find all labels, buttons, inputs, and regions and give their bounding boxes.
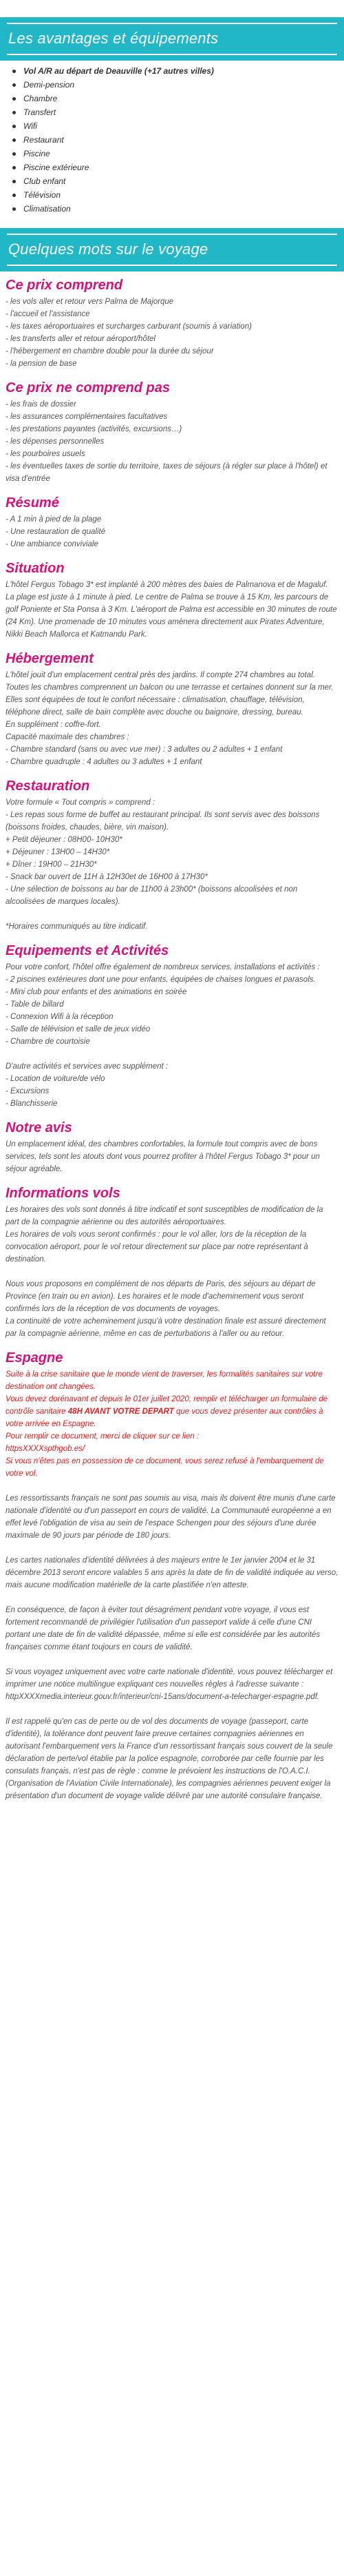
advantage-item: Chambre <box>12 92 329 105</box>
paragraph: Pour votre confort, l'hôtel offre également de nombreux services, installations et activités : - 2 piscines extérieures dont une pour enfants, équipées de chaises longues et parasols. - Mini club pour enfants et des animations en soirée - Table de billard - Connexion Wifi à la réception - Salle de télévision et salle de jeux vidéo - Chambre de courtoisie <box>6 963 320 1046</box>
notice-text: que vous devez présenter aux contrôles à votre arrivée en Espagne. Pour remplir ce document, merci de cliquer sur ce lien : httpsXXXXspthgob.es/ Si vous n'êtes pas en possession de ce document, vous serez refusé à l'embarquement de votre vol. <box>6 1408 324 1478</box>
paragraph: Les cartes nationales d'identité délivrées à des majeurs entre le 1er janvier 2004 et le 31 décembre 2013 seront encore valables 5 ans après la date de fin de validité indiquée au verso, mais aucune modification matérielle de la carte plastifiée n'en atteste. <box>6 1556 338 1589</box>
advantage-item: Restaurant <box>12 133 329 147</box>
banner-top-rule <box>7 234 337 235</box>
section-heading: Espagne <box>6 1350 63 1366</box>
banner-bottom-rule <box>7 265 337 266</box>
advantage-item: Demi-pension <box>12 78 329 92</box>
advantage-item: Climatisation <box>12 202 329 216</box>
paragraph: Nous vous proposons en complément de nos départs de Paris, des séjours au départ de Province (en train ou en avion). Les horaires et le mode d'acheminement vous seront confirmés lors de la réception de vos documents de voyages. La continuité de votre acheminement jusqu'à votre destination finale est assuré directement par la compagnie aérienne, même en cas de perturbations à l'aller ou au retour. <box>6 1280 326 1338</box>
section-heading: Situation <box>6 561 65 576</box>
paragraph: D'autre activités et services avec supplément : - Location de voiture/de vélo - Excursions - Blanchisserie <box>6 1062 169 1108</box>
advantages-list <box>12 64 329 216</box>
notice-text: Vous devez dorénavant et depuis le 01er juillet 2020, remplir et télécharger un formulaire de contrôle sanitaire <box>6 1395 328 1416</box>
section-banner-trip <box>0 228 344 271</box>
advantage-item: Piscine extérieure <box>12 161 329 174</box>
health-notice <box>6 1368 338 1480</box>
paragraph: L'hôtel jouit d'un emplacement central près des jardins. Il compte 274 chambres au total. Toutes les chambres comprennent un balcon ou une terrasse et certaines donnent sur la mer. Elles sont équipées de tout le confort nécessaire : climatisation, chauffage, télévision, téléphone direct, salle de bain complète avec douche ou baignoire, dressing, bureau. En supplément : coffre-fort. Capacité maximale des chambres : - Chambre standard (sans ou avec vue mer) : 3 adultes ou 2 adultes + 1 enfant - Chambre quadruple : 4 adultes ou 3 adultes + 1 enfant <box>6 671 334 766</box>
deadline-emphasis: 48H AVANT VOTRE DEPART <box>67 1408 174 1416</box>
section-title: Les avantages et équipements <box>8 30 219 47</box>
paragraph: Les ressortissants français ne sont pas soumis au visa, mais ils doivent être munis d'une carte nationale d'identité ou d'un passeport en cours de validité. La Communauté européenne a en effet levé l'obligation de visa au sein de l'espace Schengen pour des séjours d'une durée maximale de 90 jours par période de 180 jours. <box>6 1494 336 1540</box>
advantage-item: Club enfant <box>12 174 329 188</box>
section-heading: Restauration <box>6 779 90 794</box>
section-heading: Ce prix comprend <box>6 278 123 293</box>
paragraph: Il est rappelé qu'en cas de perte ou de vol des documents de voyage (passeport, carte d'identité), la tolérance dont peuvent faire preuve certaines compagnies aériennes en autorisant l'embarquement vers la France d'un ressortissant français sous couvert de la seule déclaration de perte/vol établie par la police espagnole, corroborée par celle fournie par les consulats français, n'est pas de règle : comme le prévoient les instructions de l'O.A.C.I. (Organisation de l'Aviation Civile Internationale), les compagnies aériennes peuvent exiger la présentation d'un document de voyage valide délivré par une autorité consulaire française. <box>6 1718 333 1800</box>
advantage-item: Télévision <box>12 188 329 202</box>
banner-bottom-rule <box>7 54 337 55</box>
section-title: Quelques mots sur le voyage <box>8 240 208 258</box>
advantage-item: Wifi <box>12 119 329 133</box>
banner-top-rule <box>7 23 337 24</box>
section-heading: Equipements et Activités <box>6 943 169 958</box>
section-banner-advantages <box>0 17 344 61</box>
advantage-item: Transfert <box>12 105 329 119</box>
paragraph: Un emplacement idéal, des chambres confortables, la formule tout compris avec de bons services, tels sont les atouts dont vous pourrez profiter à l'hôtel Fergus Tobago 3* pour un séjour agréable. <box>6 1140 320 1173</box>
advantage-item: Piscine <box>12 147 329 161</box>
section-heading: Notre avis <box>6 1120 72 1135</box>
section-heading: Ce prix ne comprend pas <box>6 380 170 395</box>
paragraph: *Horaires communiqués au titre indicatif. <box>6 923 148 931</box>
paragraph: - les frais de dossier - les assurances complémentaires facultatives - les prestations payantes (activités, excursions…) - les dépenses personnelles - les pourboires usuels - les éventuelles taxes de sortie du territoire, taxes de séjours (à régler sur place à l'hôtel) et visa d'entrée <box>6 400 327 483</box>
paragraph: - A 1 min à pied de la plage - Une restauration de qualité - Une ambiance conviviale <box>6 515 106 548</box>
paragraph: Votre formule « Tout compris » comprend : - Les repas sous forme de buffet au restaurant principal. Ils sont servis avec des boissons (boissons froides, chaudes, bière, vin maison). + Petit déjeuner : 08H00- 10H30* + Déjeuner : 13H00 – 14H30* + Dîner : 19H00 – 21H30* - Snack bar ouvert de 11H à 12H30et de 16H00 à 17H30* - Une sélection de boissons au bar de 11h00 à 23h00* (boissons alcoolisées et non alcoolisées de marques locales). <box>6 798 320 906</box>
paragraph: Si vous voyagez uniquement avec votre carte nationale d'identité, vous pouvez télécharger et imprimer une notice multilingue expliquant ces nouvelles règles à l'adresse suivante : httpXXXXmedia.interieur.gouv.fr/interieur/cni-15ans/document-a-telecharger-espagne.pdf. <box>6 1668 333 1701</box>
advantage-item: Vol A/R au départ de Deauville (+17 autres villes) <box>12 64 329 78</box>
notice-text: Suite à la crise sanitaire que le monde vient de traverser, les formalités sanitaires sur votre destination ont changées. <box>6 1370 323 1391</box>
trip-details <box>6 277 338 1802</box>
section-heading: Hébergement <box>6 651 94 666</box>
section-heading: Informations vols <box>6 1186 120 1201</box>
paragraph: Les horaires des vols sont donnés à titre indicatif et sont susceptibles de modification de la part de la compagnie aérienne ou des autorités aéroportuaires. Les horaires de vols vous seront confirmés : pour le vol aller, lors de la réception de la convocation aéroport, pour le vol retour directement sur place par notre représentant à destination. <box>6 1206 323 1264</box>
paragraph: L'hôtel Fergus Tobago 3* est implanté à 200 mètres des baies de Palmanova et de Magaluf. La plage est juste à 1 minute à pied. Le centre de Palma se trouve à 15 Km, les parcours de golf Poniente et Sta Ponsa à 3 Km. L'aéroport de Palma est accessible en 30 minutes de route (24 Km). Une promenade de 10 minutes vous amènera directement aux Pirates Adventure, Nikki Beach Mallorca et Katmandu Park. <box>6 581 337 639</box>
paragraph: En conséquence, de façon à éviter tout désagrément pendant votre voyage, il vous est fortement recommandé de privilégier l'utilisation d'un passeport valide à celle d'une CNI portant une date de fin de validité dépassée, même si elle est considérée par les autorités françaises comme étant toujours en cours de validité. <box>6 1606 321 1651</box>
paragraph: - les vols aller et retour vers Palma de Majorque - l'accueil et l'assistance - les taxes aéroportuaires et surcharges carburant (soumis à variation) - les transferts aller et retour aéroport/hôtel - l'hébergement en chambre double pour la durée du séjour - la pension de base <box>6 298 252 368</box>
section-heading: Résumé <box>6 495 59 511</box>
